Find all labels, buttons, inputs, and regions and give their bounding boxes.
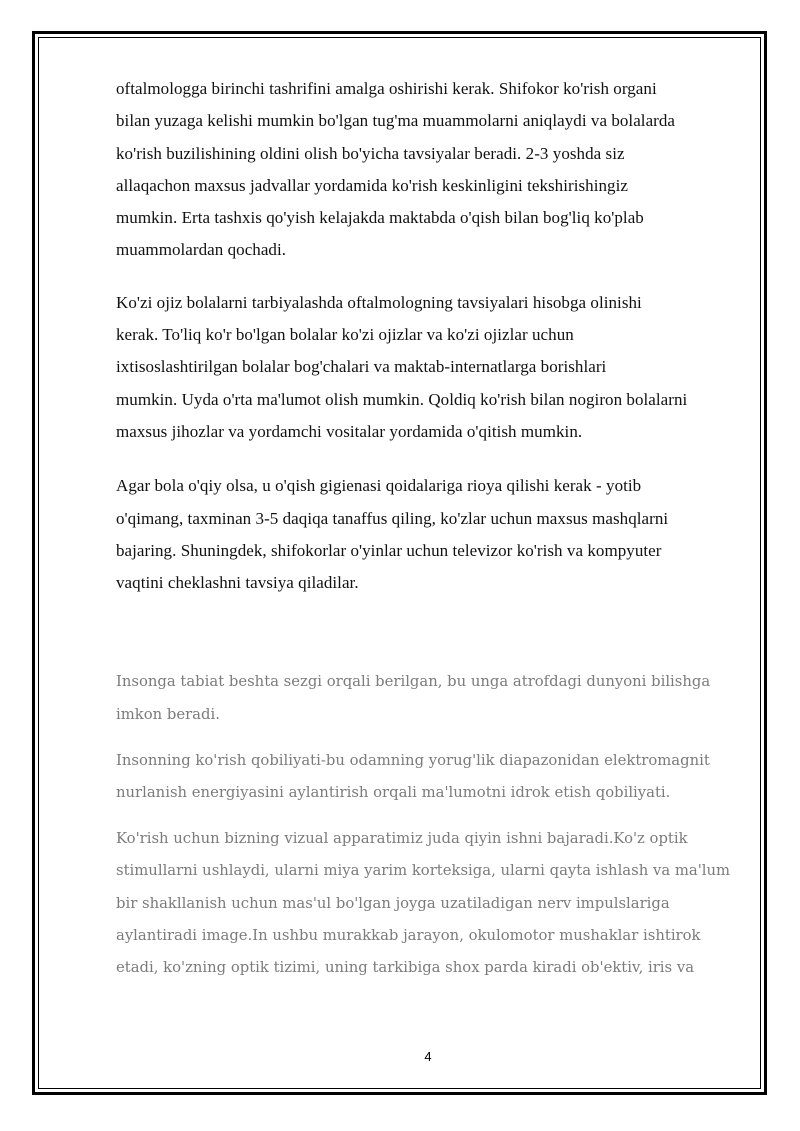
- paragraph-1: [116, 73, 756, 267]
- text-line: mumkin. Uyda o'rta ma'lumot olish mumkin. Qoldiq ko'rish bilan nogiron bolalarni: [116, 389, 688, 409]
- text-line: aylantiradi image.In ushbu murakkab jarayon, okulomotor mushaklar ishtirok: [116, 926, 701, 944]
- paragraph-2: [116, 287, 756, 448]
- text-line: maxsus jihozlar va yordamchi vositalar yordamida o'qitish mumkin.: [116, 421, 583, 441]
- text-line: bajaring. Shuningdek, shifokorlar o'yinlar uchun televizor ko'rish va kompyuter: [116, 540, 662, 560]
- text-line: mumkin. Erta tashxis qo'yish kelajakda maktabda o'qish bilan bog'liq ko'plab: [116, 208, 644, 228]
- grey-paragraph-1: [116, 666, 756, 730]
- text-line: bir shakllanish uchun mas'ul bo'lgan joyga uzatiladigan nerv impulslariga: [116, 894, 670, 912]
- text-line: Ko'zi ojiz bolalarni tarbiyalashda oftalmologning tavsiyalari hisobga olinishi: [116, 292, 642, 312]
- text-line: ixtisoslashtirilgan bolalar bog'chalari va maktab-internatlarga borishlari: [116, 357, 607, 377]
- text-line: Insonning ko'rish qobiliyati-bu odamning yorug'lik diapazonidan elektromagnit: [116, 751, 710, 769]
- page-number: 4: [424, 1049, 432, 1064]
- text-line: oftalmologga birinchi tashrifini amalga oshirishi kerak. Shifokor ko'rish organi: [116, 79, 657, 98]
- page-content: [116, 73, 756, 984]
- text-line: bilan yuzaga kelishi mumkin bo'lgan tug'ma muammolarni aniqlaydi va bolalarda: [116, 111, 676, 131]
- text-line: nurlanish energiyasini aylantirish orqali ma'lumotni idrok etish qobiliyati.: [116, 784, 671, 802]
- grey-paragraph-2: [116, 745, 756, 809]
- text-line: Agar bola o'qiy olsa, u o'qish gigienasi qoidalariga rioya qilishi kerak - yotib: [116, 476, 642, 496]
- text-line: allaqachon maxsus jadvallar yordamida ko'rish keskinligini tekshirishingiz: [116, 175, 628, 195]
- text-line: stimullarni ushlaydi, ularni miya yarim korteksiga, ularni qayta ishlash va ma'lum: [116, 862, 731, 880]
- text-line: Insonga tabiat beshta sezgi orqali berilgan, bu unga atrofdagi dunyoni bilishga: [116, 673, 711, 691]
- text-line: Ko'rish uchun bizning vizual apparatimiz juda qiyin ishni bajaradi.Ko'z optik: [116, 830, 688, 848]
- grey-paragraph-3: [116, 823, 756, 984]
- paragraph-3: [116, 470, 756, 599]
- text-line: muammolardan qochadi.: [116, 240, 287, 260]
- text-line: o'qimang, taxminan 3-5 daqiqa tanaffus qiling, ko'zlar uchun maxsus mashqlarni: [116, 508, 669, 528]
- text-line: etadi, ko'zning optik tizimi, uning tarkibiga shox parda kiradi ob'ektiv, iris va: [116, 959, 695, 977]
- text-line: kerak. To'liq ko'r bo'lgan bolalar ko'zi ojizlar va ko'zi ojizlar uchun: [116, 325, 574, 345]
- text-line: imkon beradi.: [116, 705, 220, 723]
- text-line: vaqtini cheklashni tavsiya qiladilar.: [116, 573, 359, 593]
- text-line: ko'rish buzilishining oldini olish bo'yicha tavsiyalar beradi. 2-3 yoshda siz: [116, 143, 625, 163]
